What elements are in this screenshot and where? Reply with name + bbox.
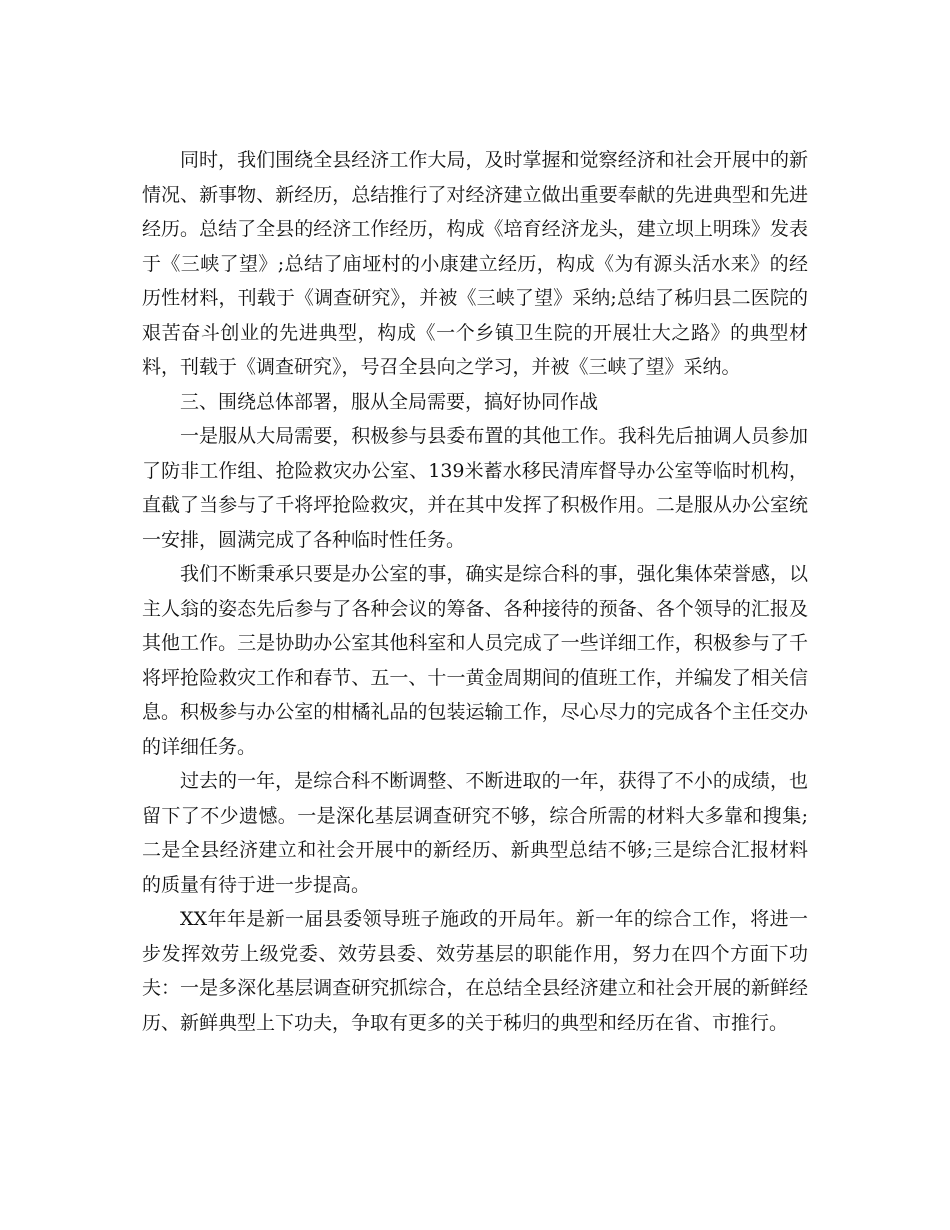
document-body: [142, 143, 808, 1040]
paragraph-office-work: 我们不断秉承只要是办公室的事，确实是综合科的事，强化集体荣誉感，以主人翁的姿态先后参与了各种会议的筹备、各种接待的预备、各个领导的汇报及其他工作。三是协助办公室其他科室和人员完成了一些详细工作，积极参与了千将坪抢险救灾工作和春节、五一、十一黄金周期间的值班工作，并编发了相关信息。积极参与办公室的柑橘礼品的包装运输工作，尽心尽力的完成各个主任交办的详细任务。: [142, 563, 808, 758]
paragraph-new-year-plan: XX年年是新一届县委领导班子施政的开局年。新一年的综合工作，将进一步发挥效劳上级党委、效劳县委、效劳基层的职能作用，努力在四个方面下功夫：一是多深化基层调查研究抓综合，在总结全县经济建立和社会开展的新鲜经历、新鲜典型上下功夫，争取有更多的关于秭归的典型和经历在省、市推行。: [142, 908, 808, 1034]
section-heading-3: 三、围绕总体部署，服从全局需要，搞好协同作战: [180, 390, 599, 413]
paragraph-summary-of-experiences: 同时，我们围绕全县经济工作大局，及时掌握和觉察经济和社会开展中的新情况、新事物、新经历，总结推行了对经济建立做出重要奉献的先进典型和先进经历。总结了全县的经济工作经历，构成《培育经济龙头，建立坝上明珠》发表于《三峡了望》;总结了庙垭村的小康建立经历，构成《为有源头活水来》的经历性材料，刊载于《调查研究》，并被《三峡了望》采纳;总结了秭归县二医院的艰苦奋斗创业的先进典型，构成《一个乡镇卫生院的开展壮大之路》的典型材料，刊载于《调查研究》，号召全县向之学习，并被《三峡了望》采纳。: [142, 149, 808, 378]
paragraph-past-year-review: 过去的一年，是综合科不断调整、不断进取的一年，获得了不小的成绩，也留下了不少遗憾。一是深化基层调查研究不够，综合所需的材料大多靠和搜集;二是全县经济建立和社会开展中的新经历、新典型总结不够;三是综合汇报材料的质量有待于进一步提高。: [142, 770, 808, 896]
paragraph-serve-overall-situation: 一是服从大局需要，积极参与县委布置的其他工作。我科先后抽调人员参加了防非工作组、抢险救灾办公室、139米蓄水移民清库督导办公室等临时机构，直截了当参与了千将坪抢险救灾，并在其中发挥了积极作用。二是服从办公室统一安排，圆满完成了各种临时性任务。: [142, 425, 808, 551]
